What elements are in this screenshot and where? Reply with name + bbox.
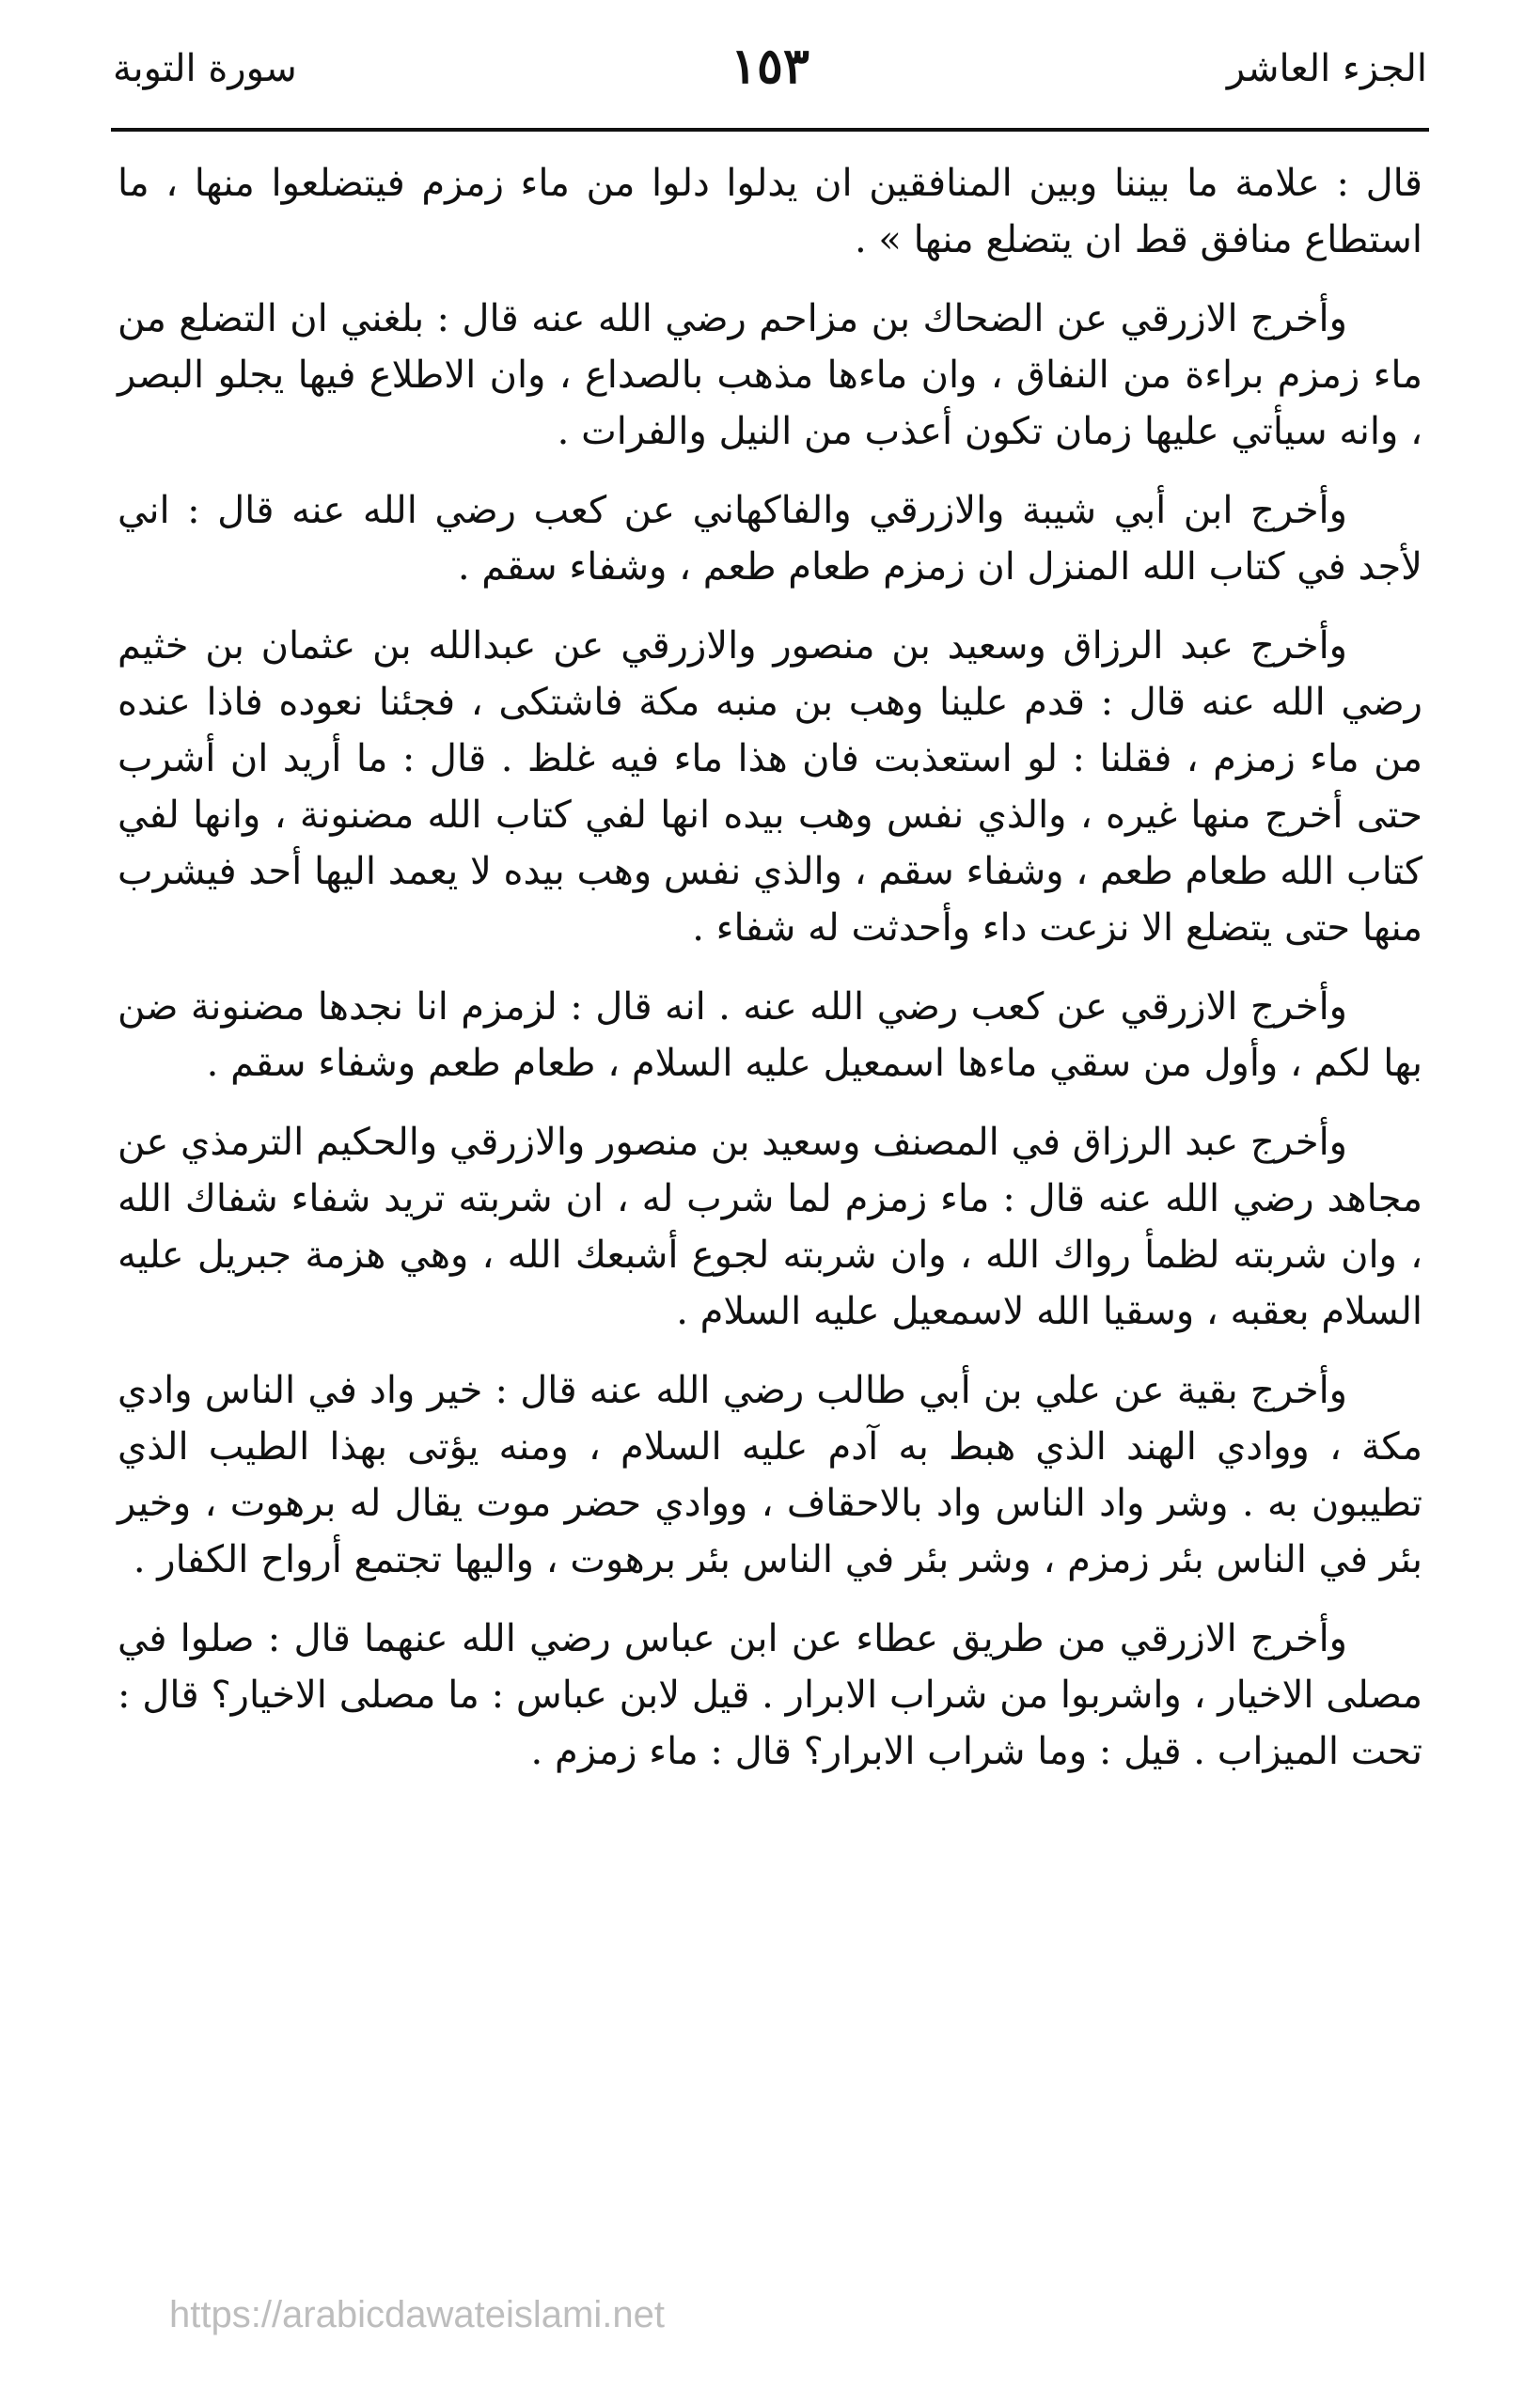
page-header	[113, 38, 1427, 103]
header-divider	[111, 128, 1429, 132]
page-body	[118, 155, 1422, 1802]
paragraph: وأخرج ابن أبي شيبة والازرقي والفاكهاني عن كعب رضي الله عنه قال : اني لأجد في كتاب الله المنزل ان زمزم طعام طعم ، وشفاء سقم .	[118, 489, 1422, 589]
paragraph: وأخرج عبد الرزاق في المصنف وسعيد بن منصور والازرقي والحكيم الترمذي عن مجاهد رضي الله عنه قال : ماء زمزم لما شرب له ، ان شربته تريد شفاء شفاك الله ، وان شربته لظمأ رواك الله ، وان شربته لجوع أشبعك الله ، وهي هزمة جبريل عليه السلام بعقبه ، وسقيا الله لاسمعيل عليه السلام .	[118, 1121, 1422, 1333]
juz-title: الجزء العاشر	[1226, 47, 1427, 90]
paragraph: وأخرج عبد الرزاق وسعيد بن منصور والازرقي عن عبدالله بن عثمان بن خثيم رضي الله عنه قال : قدم علينا وهب بن منبه مكة فاشتكى ، فجئنا نعوده فاذا عنده من ماء زمزم ، فقلنا : لو استعذبت فان هذا ماء فيه غلظ . قال : ما أريد ان أشرب حتى أخرج منها غيره ، والذي نفس وهب بيده انها لفي كتاب الله مضنونة ، وانها لفي كتاب الله طعام طعم ، وشفاء سقم ، والذي نفس وهب بيده لا يعمد اليها أحد فيشرب منها حتى يتضلع الا نزعت داء وأحدثت له شفاء .	[118, 624, 1422, 950]
paragraph: وأخرج الازرقي عن كعب رضي الله عنه . انه قال : لزمزم انا نجدها مضنونة ضن بها لكم ، وأول من سقي ماءها اسمعيل عليه السلام ، طعام طعم وشفاء سقم .	[118, 985, 1422, 1085]
paragraph: وأخرج الازرقي من طريق عطاء عن ابن عباس رضي الله عنهما قال : صلوا في مصلى الاخيار ، واشربوا من شراب الابرار . قيل لابن عباس : ما مصلى الاخيار؟ قال : تحت الميزاب . قيل : وما شراب الابرار؟ قال : ماء زمزم .	[118, 1617, 1422, 1773]
page-number: ١٥٣	[731, 38, 809, 95]
paragraph: وأخرج بقية عن علي بن أبي طالب رضي الله عنه قال : خير واد في الناس وادي مكة ، ووادي الهند الذي هبط به آدم عليه السلام ، ومنه يؤتى بهذا الطيب الذي تطيبون به . وشر واد الناس واد بالاحقاف ، ووادي حضر موت يقال له برهوت ، وخير بئر في الناس بئر زمزم ، وشر بئر في الناس بئر برهوت ، واليها تجتمع أرواح الكفار .	[118, 1369, 1422, 1581]
watermark-url: https://arabicdawateislami.net	[169, 2294, 665, 2335]
paragraph: وأخرج الازرقي عن الضحاك بن مزاحم رضي الله عنه قال : بلغني ان التضلع من ماء زمزم براءة من النفاق ، وان ماءها مذهب بالصداع ، وان الاطلاع فيها يجلو البصر ، وانه سيأتي عليها زمان تكون أعذب من النيل والفرات .	[118, 297, 1422, 453]
surah-title: سورة التوبة	[113, 47, 297, 90]
paragraph: قال : علامة ما بيننا وبين المنافقين ان يدلوا دلوا من ماء زمزم فيتضلعوا منها ، ما استطاع منافق قط ان يتضلع منها » .	[118, 162, 1422, 261]
